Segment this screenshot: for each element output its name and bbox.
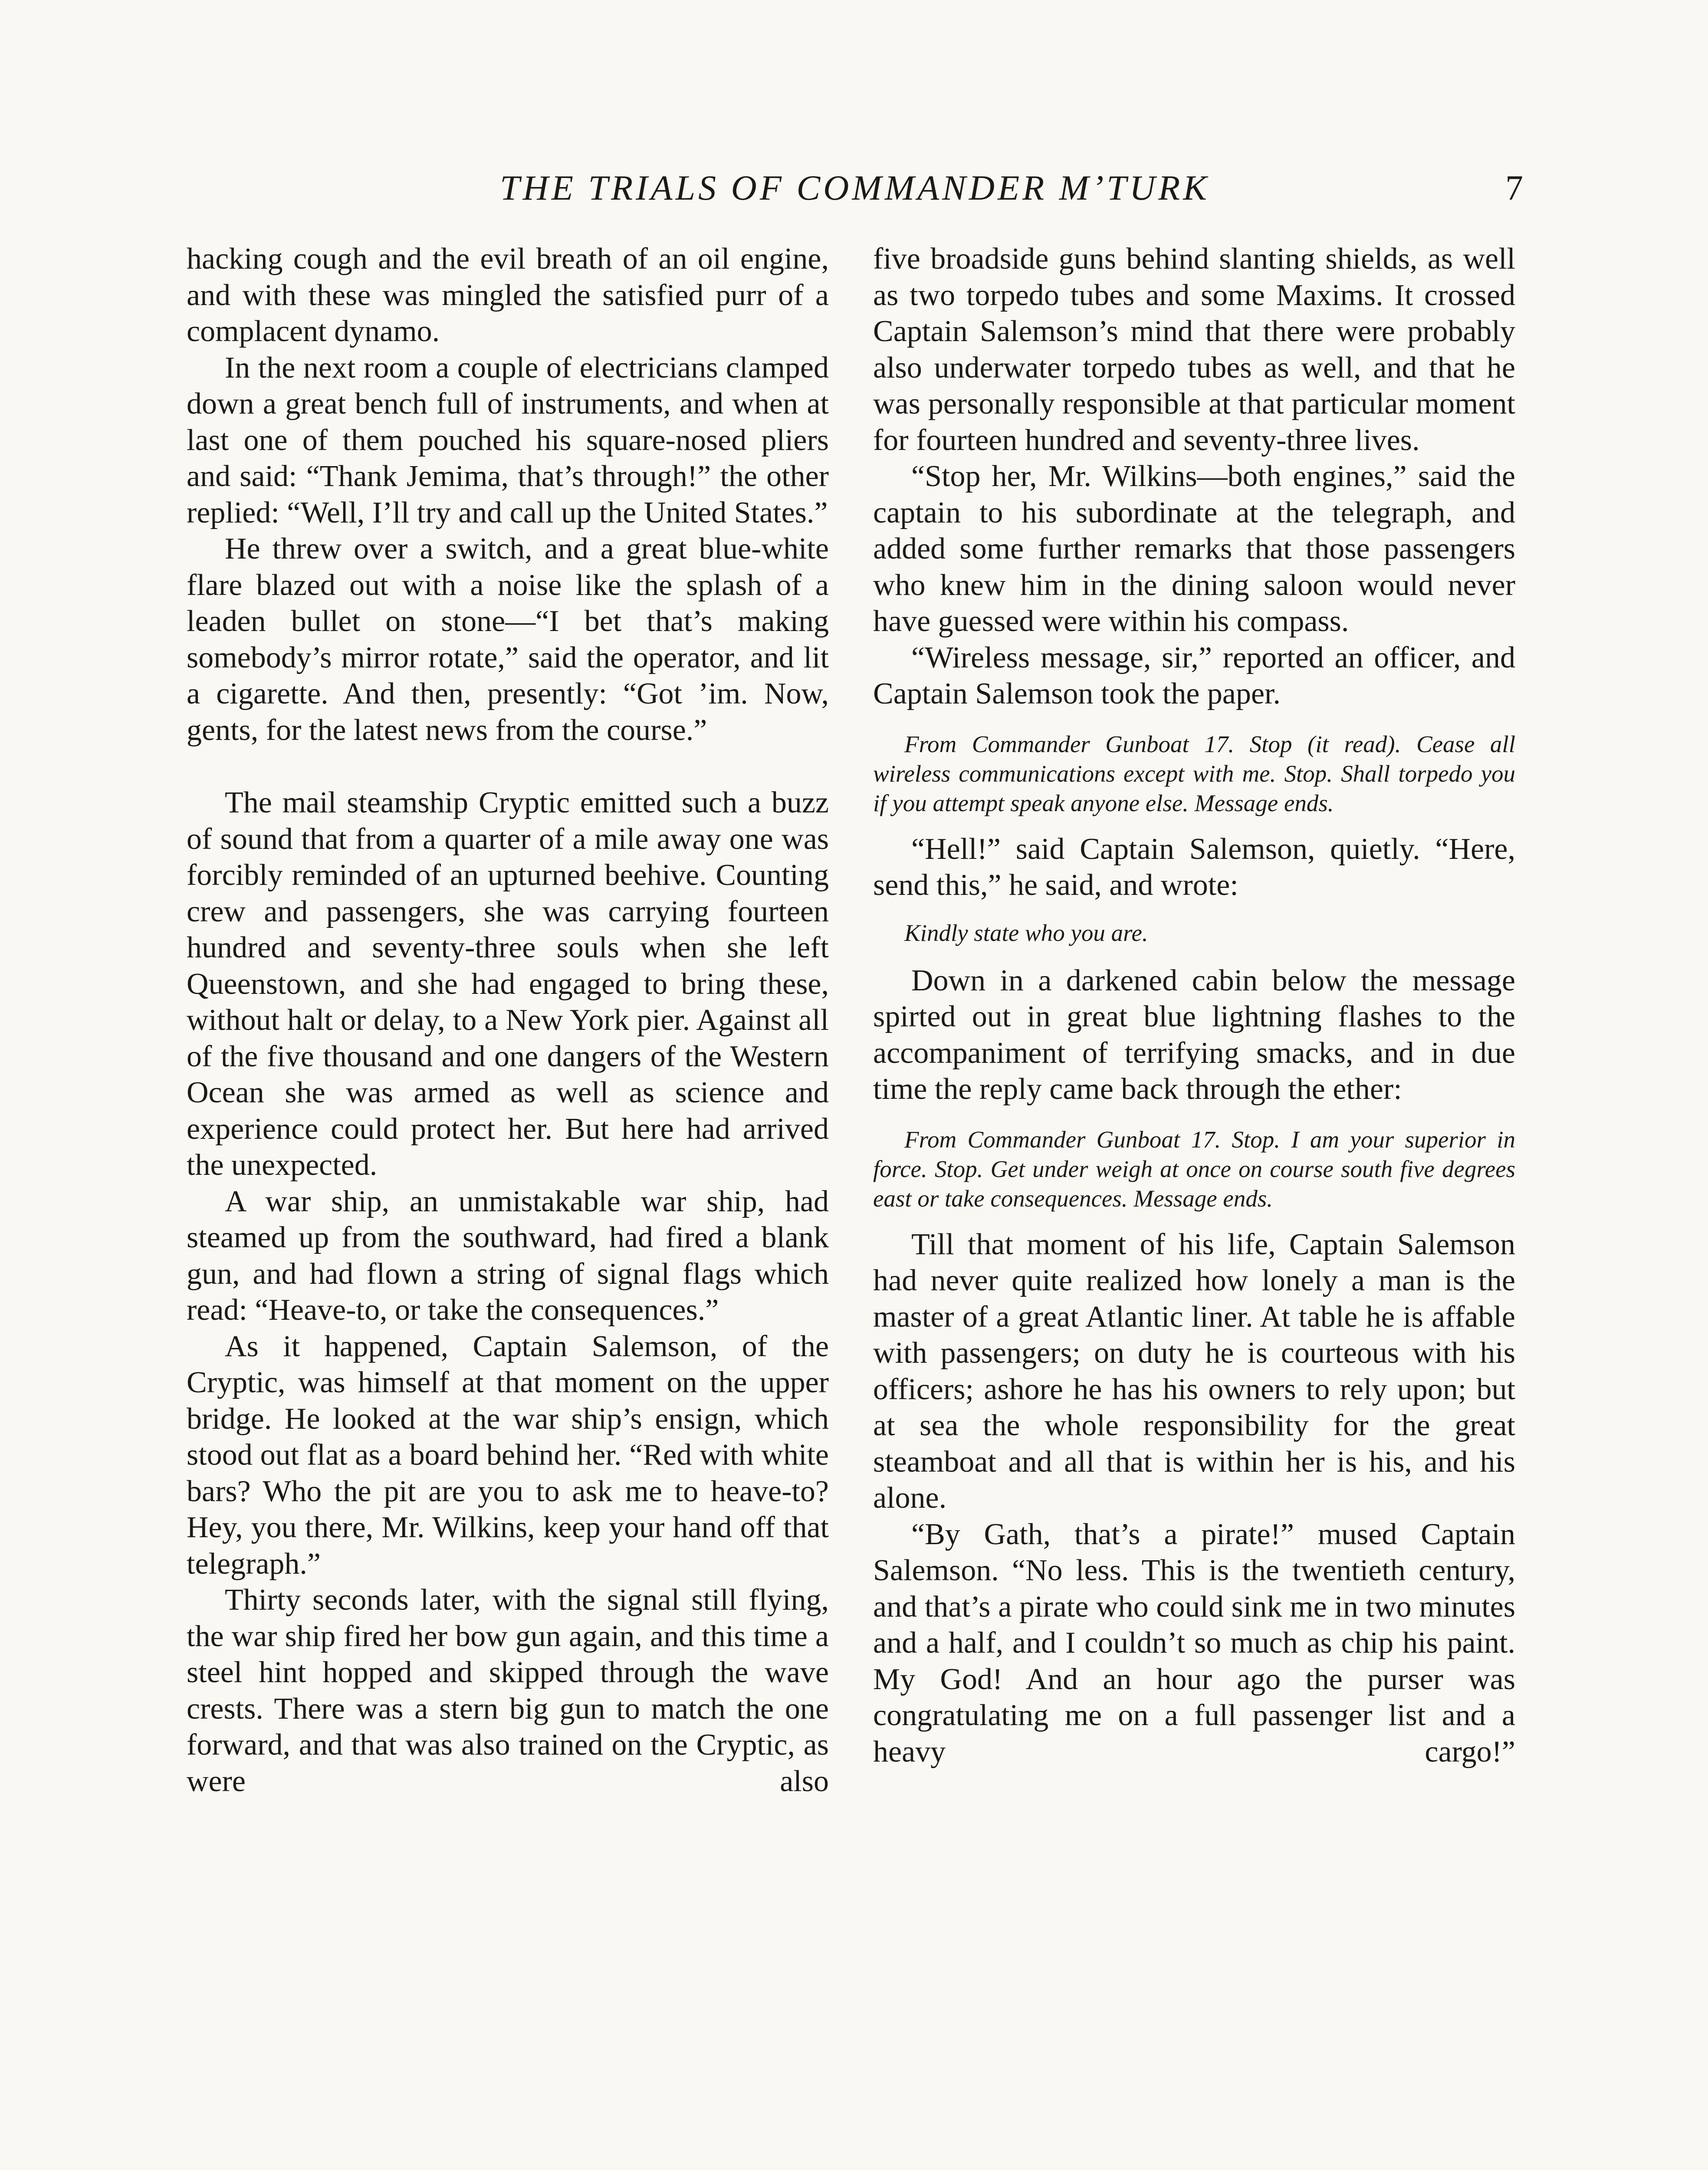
paragraph: Till that moment of his life, Captain Salemson had never quite realized how lonely a man is the master of a great Atlantic liner. At table he is affable with passengers; on duty he is courteous with his officers; ashore he has his owners to rely upon; but at sea the whole responsibility for the great steamboat and all that is within her is his, and his alone. (873, 1227, 1515, 1515)
paragraph: “Wireless message, sir,” reported an officer, and Captain Salemson took the paper. (873, 641, 1515, 710)
paragraph: five broadside guns behind slanting shields, as well as two torpedo tubes and some Maxims. It crossed Captain Salemson’s mind that there were probably also underwater torpedo tubes as well, and that he was personally responsible at that particular moment for fourteen hundred and seventy-three lives. (873, 242, 1515, 457)
paragraph: “Stop her, Mr. Wilkins—both engines,” said the captain to his subordinate at the telegraph, and added some further remarks that those passengers who knew him in the dining saloon would never have guessed were within his compass. (873, 460, 1515, 638)
paragraph: In the next room a couple of electricians clamped down a great bench full of instruments, and when at last one of them pouched his square-nosed pliers and said: “Thank Jemima, that’s through!” the other replied: “Well, I’ll try and call up the United States.” (187, 351, 829, 529)
page-header (187, 164, 1523, 216)
paragraph: Down in a darkened cabin below the message spirted out in great blue lightning flashes to the accompaniment of terrifying smacks, and in due time the reply came back through the ether: (873, 963, 1515, 1106)
page-number: 7 (1505, 168, 1523, 207)
left-column (187, 241, 829, 1799)
running-title: THE TRIALS OF COMMANDER M’TURK (500, 168, 1210, 207)
paragraph: “By Gath, that’s a pirate!” mused Captain Salemson. “No less. This is the twentieth century, and that’s a pirate who could sink me in two minutes and a half, and I couldn’t so much as chip his paint. My God! And an hour ago the purser was congratulating me on a full passenger list and a heavy cargo!” (873, 1517, 1515, 1769)
wireless-message: From Commander Gunboat 17. Stop (it read). Cease all wireless communications except with me. Stop. Shall torpedo you if you attempt speak anyone else. Message ends. (873, 730, 1515, 816)
paragraph: A war ship, an unmistakable war ship, had steamed up from the southward, had fired a blank gun, and had flown a string of signal flags which read: “Heave-to, or take the consequences.” (187, 1184, 829, 1327)
wireless-message: Kindly state who you are. (904, 919, 1148, 946)
right-column (873, 241, 1515, 1770)
paragraph: He threw over a switch, and a great blue-white flare blazed out with a noise like the splash of a leaden bullet on stone—“I bet that’s making somebody’s mirror rotate,” said the operator, and lit a cigarette. And then, presently: “Got ’im. Now, gents, for the latest news from the course.” (187, 532, 829, 747)
paragraph: hacking cough and the evil breath of an oil engine, and with these was mingled the satisfied purr of a complacent dynamo. (187, 242, 829, 348)
paragraph: Thirty seconds later, with the signal still flying, the war ship fired her bow gun again, and this time a steel hint hopped and skipped through the wave crests. There was a stern big gun to match the one forward, and that was also trained on the Cryptic, as were also (187, 1583, 829, 1798)
paragraph: The mail steamship Cryptic emitted such a buzz of sound that from a quarter of a mile away one was forcibly reminded of an upturned beehive. Counting crew and passengers, she was carrying fourteen hundred and seventy-three souls when she left Queenstown, and she had engaged to bring these, without halt or delay, to a New York pier. Against all of the five thousand and one dangers of the Western Ocean she was armed as well as science and experience could protect her. But here had arrived the unexpected. (187, 786, 829, 1182)
wireless-message: From Commander Gunboat 17. Stop. I am your superior in force. Stop. Get under weigh at once on course south five degrees east or take consequences. Message ends. (873, 1126, 1515, 1212)
paragraph: As it happened, Captain Salemson, of the Cryptic, was himself at that moment on the upper bridge. He looked at the war ship’s ensign, which stood out flat as a board behind her. “Red with white bars? Who the pit are you to ask me to heave-to? Hey, you there, Mr. Wilkins, keep your hand off that telegraph.” (187, 1329, 829, 1581)
paragraph: “Hell!” said Captain Salemson, quietly. “Here, send this,” he said, and wrote: (873, 832, 1515, 902)
